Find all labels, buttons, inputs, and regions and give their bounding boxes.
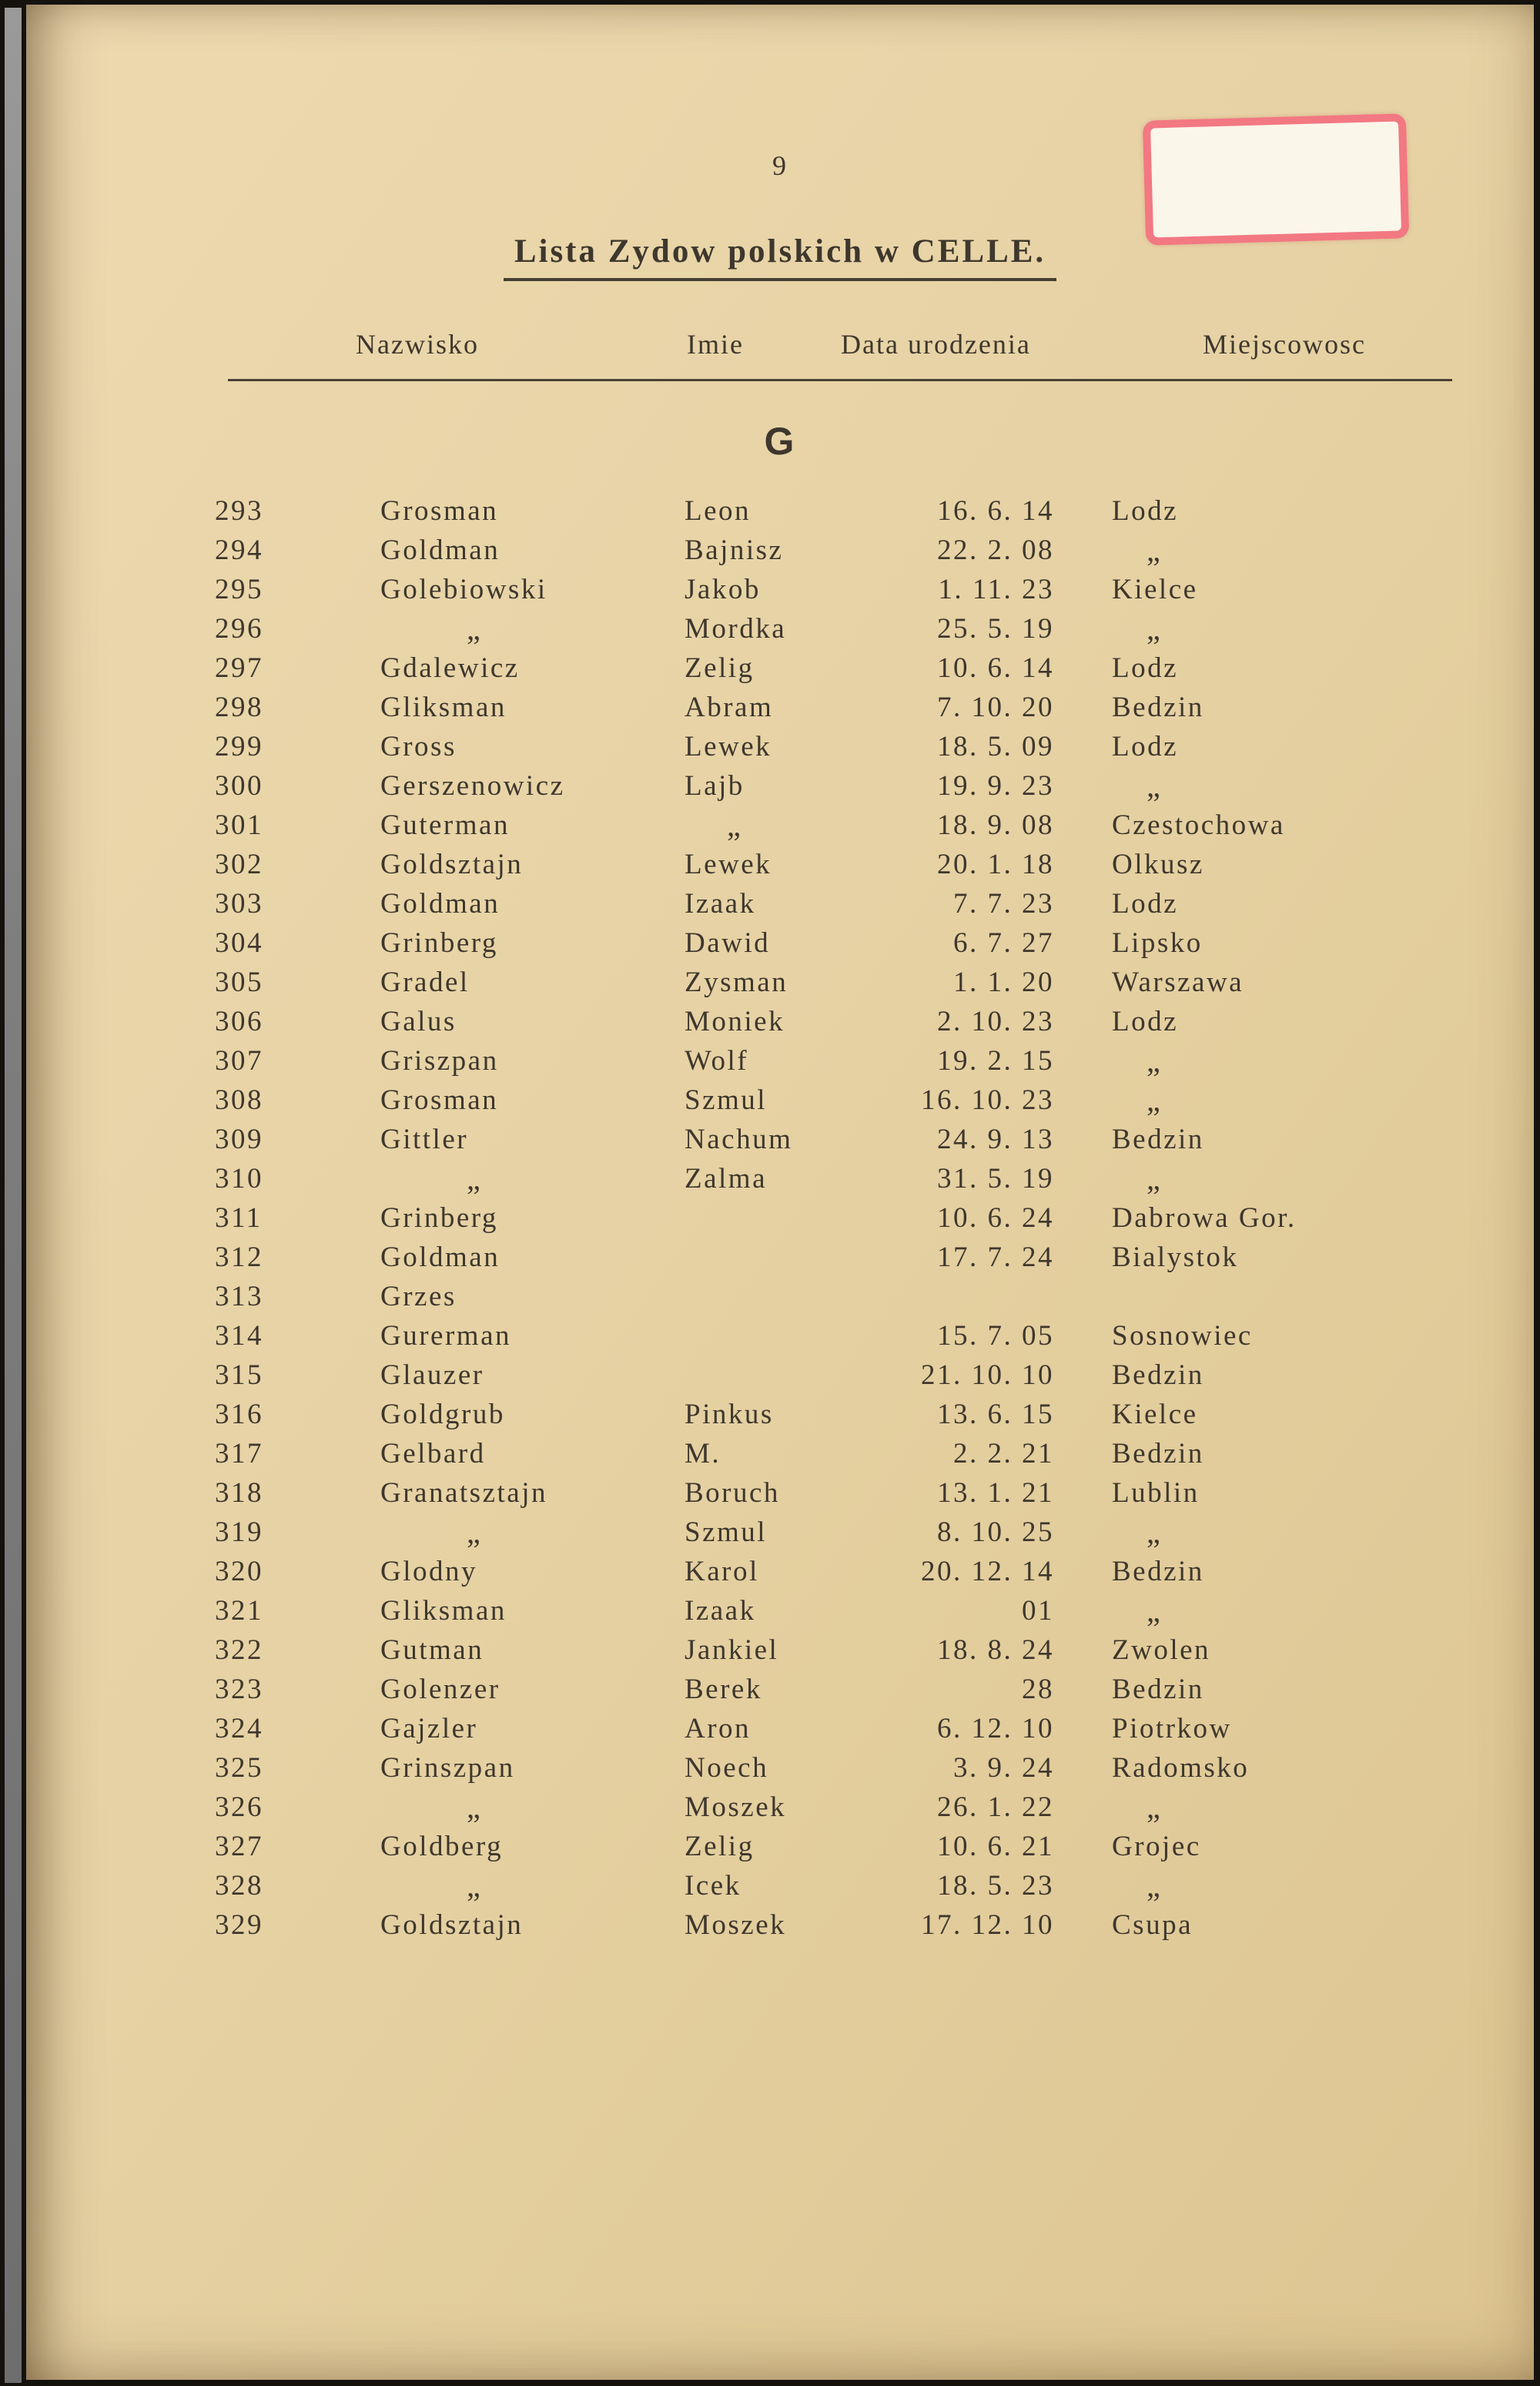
- cell-date: 3. 9. 24: [953, 1752, 1054, 1784]
- cell-surname: Goldman: [380, 888, 500, 920]
- table-row: [26, 609, 1534, 648]
- cell-date: 2. 10. 23: [937, 1006, 1054, 1037]
- cell-surname: Golenzer: [380, 1674, 500, 1705]
- cell-surname: „: [467, 1790, 480, 1825]
- table-row: [26, 1198, 1534, 1238]
- cell-date: 31. 5. 19: [937, 1163, 1054, 1195]
- table-row: [26, 1788, 1534, 1827]
- cell-name: Zelig: [685, 652, 755, 684]
- cell-surname: Grinberg: [380, 1202, 498, 1234]
- cell-surname: „: [467, 1515, 480, 1550]
- cell-name: Lewek: [685, 849, 772, 880]
- cell-num: 325: [215, 1752, 263, 1784]
- table-row: [26, 923, 1534, 963]
- cell-date: 22. 2. 08: [937, 535, 1054, 566]
- cell-num: 318: [215, 1477, 263, 1509]
- page-number: 9: [772, 150, 788, 181]
- cell-name: Szmul: [685, 1516, 768, 1548]
- cell-surname: Grzes: [380, 1281, 457, 1312]
- cell-surname: Goldsztajn: [380, 849, 524, 880]
- table-row: [26, 1159, 1534, 1198]
- cell-name: [685, 1238, 873, 1277]
- cell-name: Jankiel: [685, 1634, 779, 1666]
- table-row: [26, 727, 1534, 766]
- cell-num: 310: [215, 1163, 263, 1195]
- cell-date: 26. 1. 22: [937, 1791, 1054, 1823]
- cell-name: M.: [685, 1438, 721, 1469]
- cell-name: Jakob: [685, 574, 761, 605]
- cell-place: Lodz: [1112, 888, 1179, 920]
- cell-date: 13. 6. 15: [937, 1399, 1054, 1430]
- cell-num: 323: [215, 1674, 263, 1705]
- table-row: [26, 1591, 1534, 1630]
- cell-date: 7. 7. 23: [953, 888, 1054, 920]
- cell-date: 6. 12. 10: [937, 1713, 1054, 1744]
- cell-place: Lodz: [1112, 731, 1179, 762]
- cell-name: Szmul: [685, 1084, 768, 1116]
- table-row: [26, 1905, 1534, 1945]
- cell-name: [685, 1198, 873, 1238]
- cell-surname: Goldgrub: [380, 1399, 505, 1430]
- cell-date: 20. 1. 18: [937, 849, 1054, 880]
- cell-num: 326: [215, 1791, 263, 1823]
- table-row: [26, 1866, 1534, 1905]
- table-row: [26, 1002, 1534, 1041]
- cell-place: „: [1147, 533, 1160, 568]
- cell-surname: Goldberg: [380, 1831, 504, 1862]
- cell-place: Radomsko: [1112, 1752, 1250, 1784]
- cell-num: 307: [215, 1045, 263, 1077]
- cell-num: 304: [215, 927, 263, 959]
- cell-surname: Gerszenowicz: [380, 770, 565, 802]
- cell-num: 317: [215, 1438, 263, 1469]
- table-row: [26, 845, 1534, 884]
- cell-surname: Grosman: [380, 1084, 499, 1116]
- cell-date: 18. 8. 24: [937, 1634, 1054, 1666]
- cell-date: 16. 6. 14: [937, 495, 1054, 527]
- cell-name: [685, 1277, 873, 1316]
- cell-place: Olkusz: [1112, 849, 1204, 880]
- cell-surname: Grinszpan: [380, 1752, 515, 1784]
- cell-num: 321: [215, 1595, 263, 1627]
- cell-place: Lodz: [1112, 1006, 1179, 1037]
- cell-num: 309: [215, 1124, 263, 1155]
- table-row: [26, 1395, 1534, 1434]
- table-row: [26, 1473, 1534, 1513]
- cell-surname: Gliksman: [380, 692, 507, 723]
- cell-date: 13. 1. 21: [937, 1477, 1054, 1509]
- cell-place: Piotrkow: [1112, 1713, 1232, 1744]
- cell-name: „: [727, 808, 741, 843]
- cell-surname: Gittler: [380, 1124, 469, 1155]
- cell-date: 18. 5. 23: [937, 1870, 1054, 1902]
- cell-date: 2. 2. 21: [953, 1438, 1054, 1469]
- cell-place: „: [1147, 1161, 1160, 1196]
- cell-surname: Glodny: [380, 1556, 477, 1587]
- cell-name: Moszek: [685, 1909, 787, 1941]
- cell-surname: Golebiowski: [380, 574, 547, 605]
- cell-surname: Gross: [380, 731, 457, 762]
- cell-surname: Gliksman: [380, 1595, 507, 1627]
- cell-date: 18. 9. 08: [937, 809, 1054, 841]
- cell-num: 312: [215, 1242, 263, 1273]
- header-divider-rule: [228, 379, 1452, 381]
- cell-date: 15. 7. 05: [937, 1320, 1054, 1352]
- table-row: [26, 963, 1534, 1002]
- cell-name: Pinkus: [685, 1399, 774, 1430]
- cell-place: Csupa: [1112, 1909, 1193, 1941]
- cell-date: 19. 9. 23: [937, 770, 1054, 802]
- table-row: [26, 1041, 1534, 1081]
- cell-name: Lewek: [685, 731, 772, 762]
- cell-name: Zalma: [685, 1163, 768, 1195]
- cell-name: [685, 1316, 873, 1356]
- cell-date: 18. 5. 09: [937, 731, 1054, 762]
- cell-date: [873, 1277, 1054, 1316]
- table-row: [26, 806, 1534, 845]
- document-page: [26, 5, 1534, 2380]
- cell-name: Izaak: [685, 1595, 756, 1627]
- cell-date: 10. 6. 14: [937, 652, 1054, 684]
- cell-place: Bedzin: [1112, 1124, 1204, 1155]
- cell-surname: Goldsztajn: [380, 1909, 524, 1941]
- cell-num: 301: [215, 809, 263, 841]
- cell-place: Kielce: [1112, 1399, 1198, 1430]
- table-row: [26, 1827, 1534, 1866]
- cell-place: Bedzin: [1112, 1359, 1204, 1391]
- cell-place: Bedzin: [1112, 1674, 1204, 1705]
- cell-num: 324: [215, 1713, 263, 1744]
- cell-num: 293: [215, 495, 263, 527]
- cell-surname: „: [467, 1868, 480, 1903]
- cell-date: 17. 12. 10: [921, 1909, 1054, 1941]
- table-row: [26, 688, 1534, 727]
- cell-num: 314: [215, 1320, 263, 1352]
- cell-num: 315: [215, 1359, 263, 1391]
- cell-place: „: [1147, 1515, 1160, 1550]
- cell-place: Lodz: [1112, 495, 1179, 527]
- document-title: Lista Zydow polskich w CELLE.: [504, 233, 1056, 281]
- cell-num: 295: [215, 574, 263, 605]
- cell-place: Lipsko: [1112, 927, 1203, 959]
- cell-date: 8. 10. 25: [937, 1516, 1054, 1548]
- cell-place: Zwolen: [1112, 1634, 1211, 1666]
- cell-place: „: [1147, 1593, 1160, 1628]
- table-row: [26, 491, 1534, 531]
- cell-surname: Goldman: [380, 1242, 500, 1273]
- table-row: [26, 1120, 1534, 1159]
- cell-date: 25. 5. 19: [937, 613, 1054, 645]
- cell-name: Leon: [685, 495, 752, 527]
- table-row: [26, 1552, 1534, 1591]
- table-row: [26, 531, 1534, 570]
- cell-num: 303: [215, 888, 263, 920]
- book-page-edge: [5, 8, 22, 2383]
- table-row: [26, 1238, 1534, 1277]
- cell-place: Grojec: [1112, 1831, 1201, 1862]
- cell-num: 305: [215, 967, 263, 998]
- table-row: [26, 1748, 1534, 1788]
- cell-date: 1. 11. 23: [938, 574, 1054, 605]
- section-letter: G: [764, 420, 796, 463]
- cell-date: 6. 7. 27: [953, 927, 1054, 959]
- column-header-name: Imie: [687, 329, 744, 360]
- cell-place: Kielce: [1112, 574, 1198, 605]
- table-row: [26, 1670, 1534, 1709]
- cell-name: Noech: [685, 1752, 769, 1784]
- cell-date: 24. 9. 13: [937, 1124, 1054, 1155]
- cell-num: 319: [215, 1516, 263, 1548]
- cell-num: 329: [215, 1909, 263, 1941]
- cell-surname: Grinberg: [380, 927, 498, 959]
- column-header-birthdate: Data urodzenia: [841, 329, 1031, 360]
- cell-surname: Griszpan: [380, 1045, 499, 1077]
- cell-date: 21. 10. 10: [921, 1359, 1054, 1391]
- cell-num: 313: [215, 1281, 263, 1312]
- table-row: [26, 1316, 1534, 1356]
- cell-date: 20. 12. 14: [921, 1556, 1054, 1587]
- cell-place: Dabrowa Gor.: [1112, 1202, 1297, 1234]
- cell-surname: Gutman: [380, 1634, 484, 1666]
- cell-num: 306: [215, 1006, 263, 1037]
- cell-place: [1054, 1277, 1534, 1316]
- cell-name: Dawid: [685, 927, 771, 959]
- cell-surname: Galus: [380, 1006, 457, 1037]
- cell-num: 328: [215, 1870, 263, 1902]
- cell-place: „: [1147, 1044, 1160, 1078]
- cell-place: Bedzin: [1112, 1556, 1204, 1587]
- table-row: [26, 1434, 1534, 1473]
- cell-name: [685, 1356, 873, 1395]
- cell-num: 298: [215, 692, 263, 723]
- cell-date: 7. 10. 20: [937, 692, 1054, 723]
- cell-name: Lajb: [685, 770, 745, 802]
- red-ink-stamp: [1143, 113, 1409, 245]
- cell-name: Moniek: [685, 1006, 785, 1037]
- column-header-place: Miejscowosc: [1203, 329, 1366, 360]
- cell-name: Boruch: [685, 1477, 780, 1509]
- cell-surname: „: [467, 1161, 480, 1196]
- cell-place: „: [1147, 612, 1160, 646]
- table-row: [26, 1630, 1534, 1670]
- table-row: [26, 766, 1534, 806]
- cell-date: 17. 7. 24: [937, 1242, 1054, 1273]
- cell-place: Lublin: [1112, 1477, 1200, 1509]
- records-table: [26, 491, 1534, 1945]
- table-row: [26, 1709, 1534, 1748]
- cell-surname: Gdalewicz: [380, 652, 520, 684]
- cell-num: 322: [215, 1634, 263, 1666]
- cell-place: „: [1147, 769, 1160, 803]
- cell-name: Berek: [685, 1674, 762, 1705]
- cell-date: 28: [1022, 1674, 1054, 1705]
- cell-name: Zysman: [685, 967, 788, 998]
- cell-surname: Gradel: [380, 967, 470, 998]
- cell-place: Bedzin: [1112, 1438, 1204, 1469]
- cell-name: Karol: [685, 1556, 759, 1587]
- cell-surname: Guterman: [380, 809, 510, 841]
- cell-name: Bajnisz: [685, 535, 784, 566]
- cell-date: 1. 1. 20: [953, 967, 1054, 998]
- cell-place: Lodz: [1112, 652, 1179, 684]
- cell-num: 311: [215, 1202, 263, 1234]
- cell-num: 308: [215, 1084, 263, 1116]
- cell-surname: „: [467, 612, 480, 646]
- cell-surname: Gajzler: [380, 1713, 478, 1744]
- cell-surname: Goldman: [380, 535, 500, 566]
- cell-place: Warszawa: [1112, 967, 1244, 998]
- cell-name: Nachum: [685, 1124, 793, 1155]
- title-container: [26, 233, 1534, 281]
- cell-date: 01: [1022, 1595, 1054, 1627]
- cell-num: 299: [215, 731, 263, 762]
- table-row: [26, 1081, 1534, 1120]
- table-row: [26, 1513, 1534, 1552]
- cell-num: 302: [215, 849, 263, 880]
- cell-name: Wolf: [685, 1045, 749, 1077]
- cell-surname: Granatsztajn: [380, 1477, 547, 1509]
- table-row: [26, 1277, 1534, 1316]
- cell-name: Izaak: [685, 888, 756, 920]
- cell-num: 320: [215, 1556, 263, 1587]
- cell-num: 294: [215, 535, 263, 566]
- cell-place: „: [1147, 1790, 1160, 1825]
- cell-place: Bedzin: [1112, 692, 1204, 723]
- cell-name: Abram: [685, 692, 774, 723]
- cell-place: Czestochowa: [1112, 809, 1285, 841]
- cell-name: Icek: [685, 1870, 742, 1902]
- cell-date: 16. 10. 23: [921, 1084, 1054, 1116]
- cell-place: „: [1147, 1868, 1160, 1903]
- cell-num: 297: [215, 652, 263, 684]
- cell-date: 19. 2. 15: [937, 1045, 1054, 1077]
- cell-place: Sosnowiec: [1112, 1320, 1253, 1352]
- cell-num: 327: [215, 1831, 263, 1862]
- cell-name: Zelig: [685, 1831, 755, 1862]
- table-row: [26, 1356, 1534, 1395]
- cell-name: Mordka: [685, 613, 787, 645]
- column-headers: [26, 328, 1534, 367]
- cell-num: 296: [215, 613, 263, 645]
- cell-num: 300: [215, 770, 263, 802]
- cell-num: 316: [215, 1399, 263, 1430]
- cell-surname: Gelbard: [380, 1438, 486, 1469]
- cell-date: 10. 6. 24: [937, 1202, 1054, 1234]
- cell-surname: Grosman: [380, 495, 499, 527]
- cell-name: Aron: [685, 1713, 752, 1744]
- cell-surname: Gurerman: [380, 1320, 511, 1352]
- column-header-surname: Nazwisko: [356, 329, 479, 360]
- cell-date: 10. 6. 21: [937, 1831, 1054, 1862]
- table-row: [26, 648, 1534, 688]
- cell-surname: Glauzer: [380, 1359, 484, 1391]
- table-row: [26, 884, 1534, 923]
- cell-name: Moszek: [685, 1791, 787, 1823]
- table-row: [26, 570, 1534, 609]
- cell-place: „: [1147, 1083, 1160, 1118]
- cell-place: Bialystok: [1112, 1242, 1239, 1273]
